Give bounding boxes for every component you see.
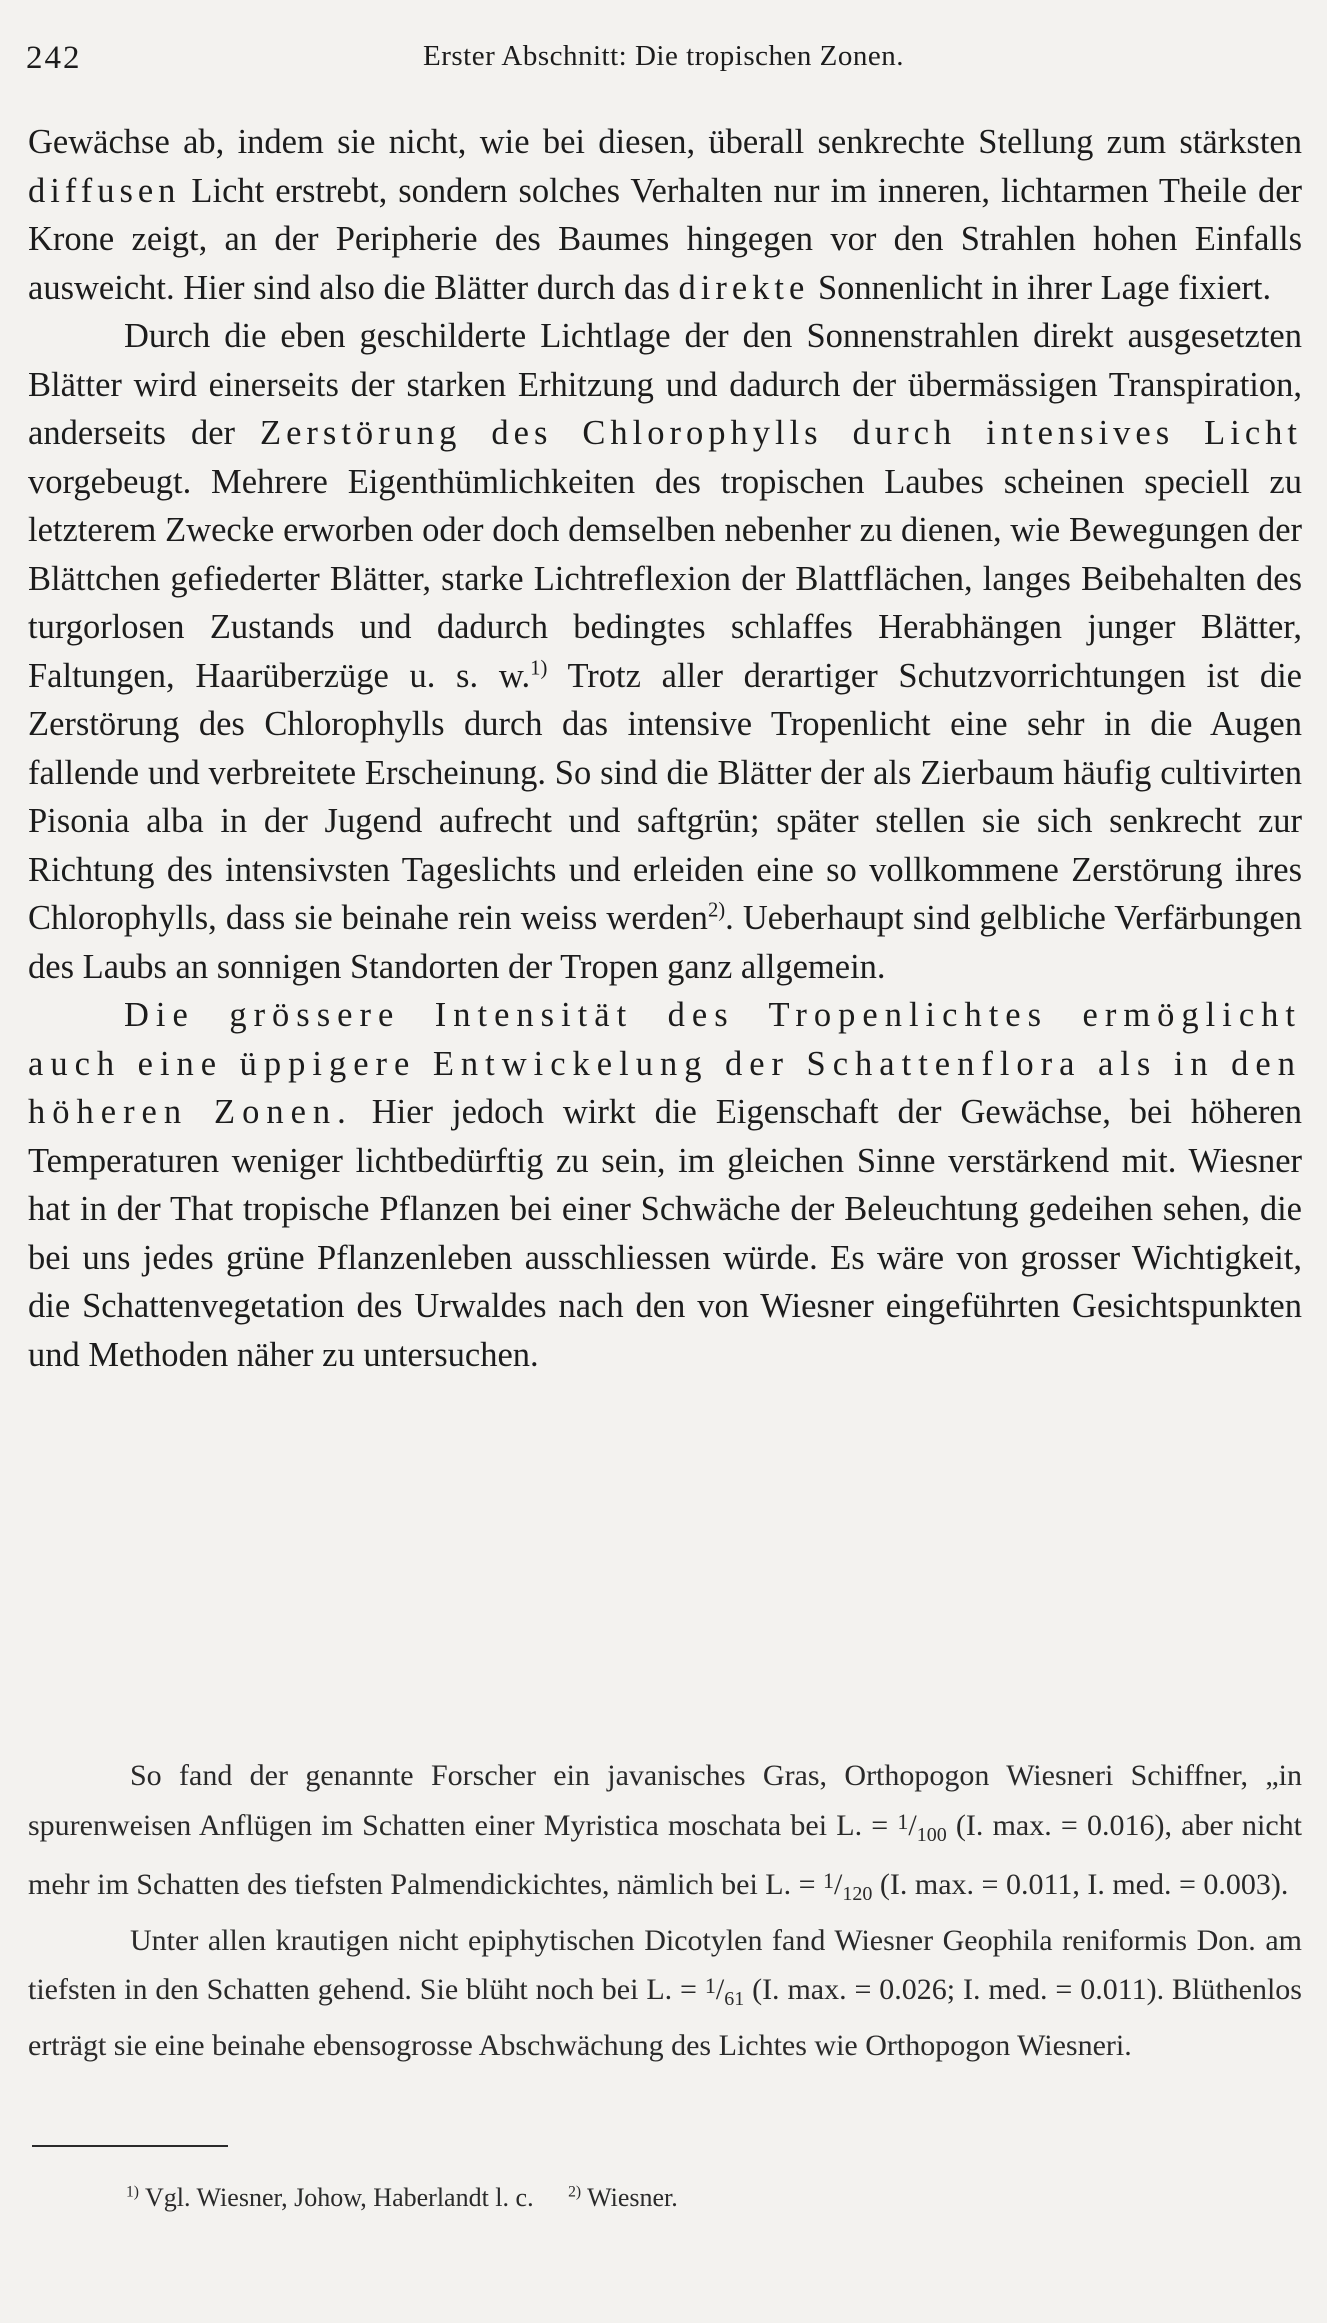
footnote-ref: 2) [707,899,726,922]
paragraph-3 [28,991,1302,1379]
text-run: Durch die eben geschilderte Lichtlage der den Sonnenstrahlen direkt ausgesetzten Blätter wird einerseits der starken Erhitzung und dadurch der übermässigen Transpiration, anderseits der [28,317,1302,452]
text-run: Trotz aller derartiger Schutzvorrichtungen ist die Zerstörung des Chlorophylls durch das intensive Tropenlicht eine sehr in die Augen fallende und verbreitete Erscheinung. So sind die Blätter der als Zierbaum häufig cultivirten Pisonia alba in der Jugend aufrecht und saftgrün; später stellen sie sich senkrecht zur Richtung des intensivsten Tageslichts und erleiden eine so vollkommene Zerstörung ihres Chlorophylls, dass sie beinahe rein weiss werden [28,656,1302,937]
text-run: Licht erstrebt, sondern solches Verhalten nur im inneren, lichtarmen Theile der Krone zeigt, an der Peripherie des Baumes hingegen vor den Strahlen hohen Einfalls ausweicht. Hier sind also die Blätter durch das [28,171,1302,307]
paragraph-1 [28,118,1302,312]
footnote-text: Vgl. Wiesner, Johow, Haberlandt l. c. [139,2183,534,2212]
fraction-denominator: 61 [724,1988,745,2010]
running-head: Erster Abschnitt: Die tropischen Zonen. [423,40,904,72]
spaced-emphasis: diffusen [28,171,181,210]
text-run: Unter allen krautigen nicht epiphytischen Dicotylen fand Wiesner Geophila reniformis Don. am tiefsten in den Schatten gehend. Sie blüht noch bei L. = [28,1923,1302,2006]
main-text [28,118,1302,1379]
footnote-ref: 1) [530,657,548,679]
fraction-denominator: 100 [916,1823,947,1846]
small-paragraph-1: So fand der genannte Forscher ein javanisches Gras, Orthopogon Wiesneri Schiffner, „in spurenweisen Anflügen im Schatten einer Myristica moschata bei L. = $^1/_{100}$ (I. max. = 0.016), aber nicht mehr im Schatten des tiefsten Palmendickichtes, nämlich bei L. = $^1/_{120}$ (I. max. = 0.011, I. med. = 0.003). [28,1759,1302,1905]
text-run: (I. max. = 0.026; I. med. = 0.011). Blüthenlos erträgt sie eine beinahe ebensogrosse Abschwächung des Lichtes wie Orthopogon Wiesneri. [28,1973,1302,2062]
spaced-emphasis: direkte [678,268,810,307]
fraction-denominator: 120 [842,1883,873,1905]
footnote-mark: 1) [126,2183,139,2201]
footnote-text: Wiesner. [581,2183,678,2212]
text-run: Gewächse ab, indem sie nicht, wie bei diesen, überall senkrechte Stellung zum stärksten [28,123,1302,161]
footnote-divider [32,2145,228,2147]
small-print-section [28,1753,1302,2068]
fraction-numerator: 1 [704,1973,716,1998]
text-run: Hier jedoch wirkt die Eigenschaft der Gewächse, bei höheren Temperaturen weniger lichtbedürftig zu sein, im gleichen Sinne verstärkend mit. Wiesner hat in der That tropische Pflanzen bei einer Schwäche der Beleuchtung gedeihen sehen, die bei uns jedes grüne Pflanzenleben ausschliessen würde. Es wäre von grosser Wichtigkeit, die Schattenvegetation des Urwaldes nach den von Wiesner eingeführten Gesichtspunkten und Methoden näher zu untersuchen. [28,1093,1302,1374]
spaced-emphasis: Zerstörung des Chlorophylls durch intensives Licht [260,414,1302,452]
text-run: vorgebeugt. Mehrere Eigenthümlichkeiten des tropischen Laubes scheinen speciell zu letzterem Zwecke erworben oder doch demselben nebenher zu dienen, wie Bewegungen der Blättchen gefiederter Blätter, starke Lichtreflexion der Blattflächen, langes Beibehalten des turgorlosen Zustands und dadurch bedingtes schlaffes Herabhängen junger Blätter, Faltungen, Haarüberzüge u. s. w. [28,462,1302,695]
footnotes [126,2180,706,2216]
page-number: 242 [26,40,82,76]
fraction-numerator: 1 [897,1808,909,1834]
small-paragraph-2: Unter allen krautigen nicht epiphytischen Dicotylen fand Wiesner Geophila reniformis Don. am tiefsten in den Schatten gehend. Sie blüht noch bei L. = $^1/_{61}$ (I. max. = 0.026; I. med. = 0.011). Blüthenlos erträgt sie eine beinahe ebensogrosse Abschwächung des Lichtes wie Orthopogon Wiesneri. [28,1923,1302,2062]
footnote-mark: 2) [568,2183,582,2201]
footnote-2 [568,2183,692,2212]
text-run: . Ueberhaupt sind gelbliche Verfärbungen des Laubs an sonnigen Standorten der Tropen ganz allgemein. [28,899,1302,986]
text-run: (I. max. = 0.016), aber nicht mehr im Schatten des tiefsten Palmendickichtes, nämlich bei L. = [28,1808,1302,1901]
paragraph-2 [28,312,1302,991]
text-run: Sonnenlicht in ihrer Lage fixiert. [809,268,1272,307]
text-run: (I. max. = 0.011, I. med. = 0.003). [872,1868,1289,1901]
spaced-emphasis: Die grössere Intensität des Tropenlichtes ermöglicht auch eine üppigere Entwickelung der Schattenflora als in den höheren Zonen. [28,996,1302,1131]
text-run: So fand der genannte Forscher ein javanisches Gras, Orthopogon Wiesneri Schiffner, „in spurenweisen Anflügen im Schatten einer Myristica moschata bei L. = [28,1759,1302,1842]
fraction-numerator: 1 [823,1868,835,1893]
footnote-1 [126,2183,548,2212]
